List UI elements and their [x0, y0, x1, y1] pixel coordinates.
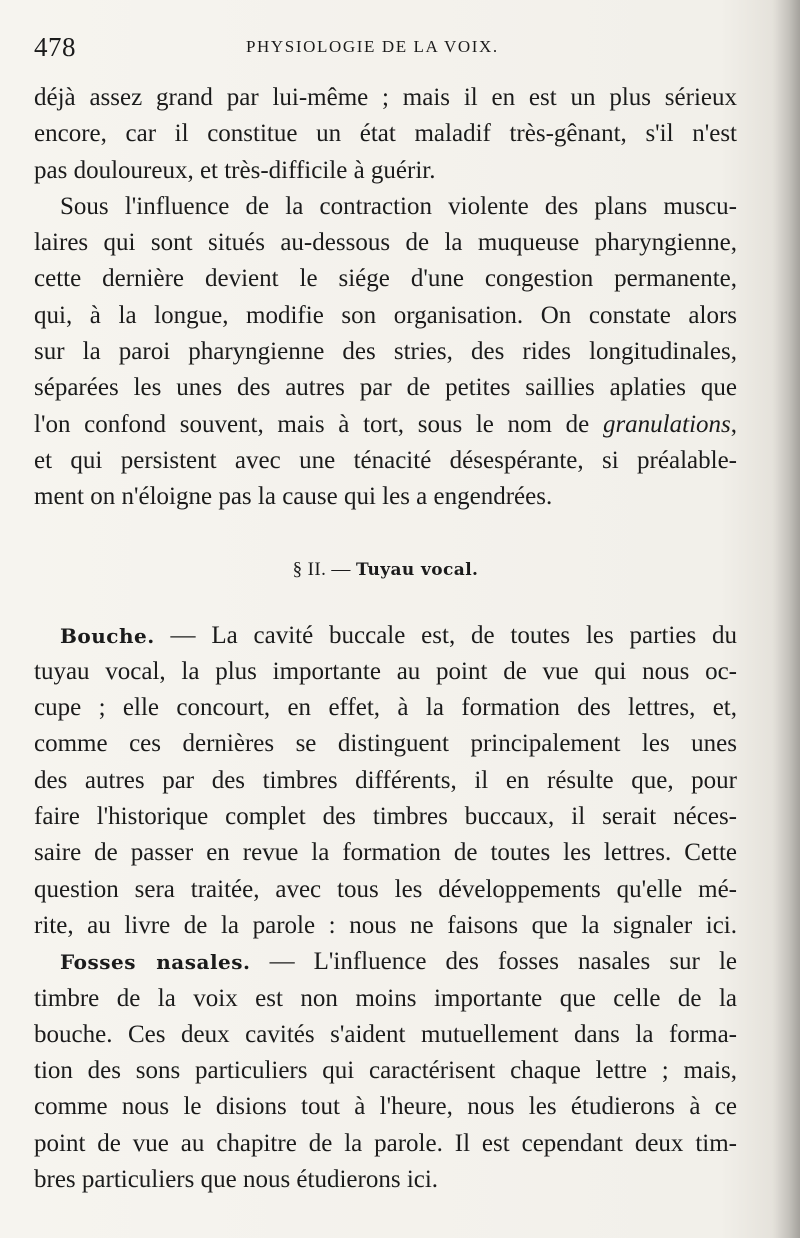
text-line: comme ces dernières se distinguent principalement les unes [34, 730, 737, 758]
body-text [34, 80, 737, 1198]
runin-heading-fosses: Fosses nasales. [60, 950, 251, 975]
text-line: comme nous le disions tout à l'heure, nous les étudierons à ce [34, 1093, 737, 1121]
text-line: bres particuliers que nous étudierons ici. [34, 1166, 439, 1194]
text-line [34, 407, 737, 443]
text-line: qui, à la longue, modifie son organisation. On constate alors [34, 301, 737, 329]
section-heading [34, 552, 737, 588]
text-line: rite, au livre de la parole : nous ne faisons que la signaler ici. [34, 911, 737, 939]
text-line: cupe ; elle concourt, en effet, à la formation des lettres, et, [34, 694, 737, 722]
text-line: Sous l'influence de la contraction violente des plans muscu- [60, 192, 737, 220]
section-title: Tuyau vocal. [355, 559, 479, 580]
runin-heading-bouche: Bouche. [60, 623, 155, 648]
page-header [34, 32, 734, 68]
text-segment: , [730, 410, 737, 438]
text-line: saire de passer en revue la formation de toutes les lettres. Cette [34, 839, 737, 867]
text-line [34, 944, 737, 980]
running-title: PHYSIOLOGIE DE LA VOIX. [246, 37, 499, 56]
page-number: 478 [34, 32, 76, 62]
text-segment: — L'influence des fosses nasales sur le [250, 948, 737, 976]
text-line: séparées les unes des autres par de petites saillies aplaties que [34, 374, 737, 402]
text-segment: l'on confond souvent, mais à tort, sous le nom de [34, 410, 603, 438]
text-line: laires qui sont situés au-dessous de la muqueuse pharyngienne, [34, 229, 737, 257]
text-line: point de vue au chapitre de la parole. Il est cependant deux tim- [34, 1129, 737, 1157]
text-line: timbre de la voix est non moins importante que celle de la [34, 984, 737, 1012]
text-line: faire l'historique complet des timbres buccaux, il serait néces- [34, 803, 737, 831]
spine-shadow [772, 0, 800, 1238]
text-line: pas douloureux, et très-difficile à guérir. [34, 156, 436, 184]
text-line: bouche. Ces deux cavités s'aident mutuellement dans la forma- [34, 1020, 737, 1048]
text-line: et qui persistent avec une ténacité désespérante, si préalable- [34, 446, 737, 474]
text-line: déjà assez grand par lui-même ; mais il en est un plus sérieux [34, 84, 737, 111]
text-line: sur la paroi pharyngienne des stries, des rides longitudinales, [34, 338, 737, 366]
section-number: § II. — [292, 558, 351, 580]
text-line: encore, car il constitue un état maladif très-gênant, s'il n'est [34, 120, 737, 148]
text-line: cette dernière devient le siége d'une congestion permanente, [34, 265, 737, 293]
italic-term: granulations [602, 410, 731, 438]
text-line: tuyau vocal, la plus importante au point de vue qui nous oc- [34, 657, 737, 685]
text-line: ment on n'éloigne pas la cause qui les a engendrées. [34, 483, 553, 511]
text-line: question sera traitée, avec tous les développements qu'elle mé- [34, 875, 737, 903]
text-line [34, 618, 737, 654]
text-line: des autres par des timbres différents, il en résulte que, pour [34, 766, 737, 794]
text-segment: — La cavité buccale est, de toutes les parties du [154, 621, 737, 649]
text-line: tion des sons particuliers qui caractérisent chaque lettre ; mais, [34, 1057, 737, 1085]
